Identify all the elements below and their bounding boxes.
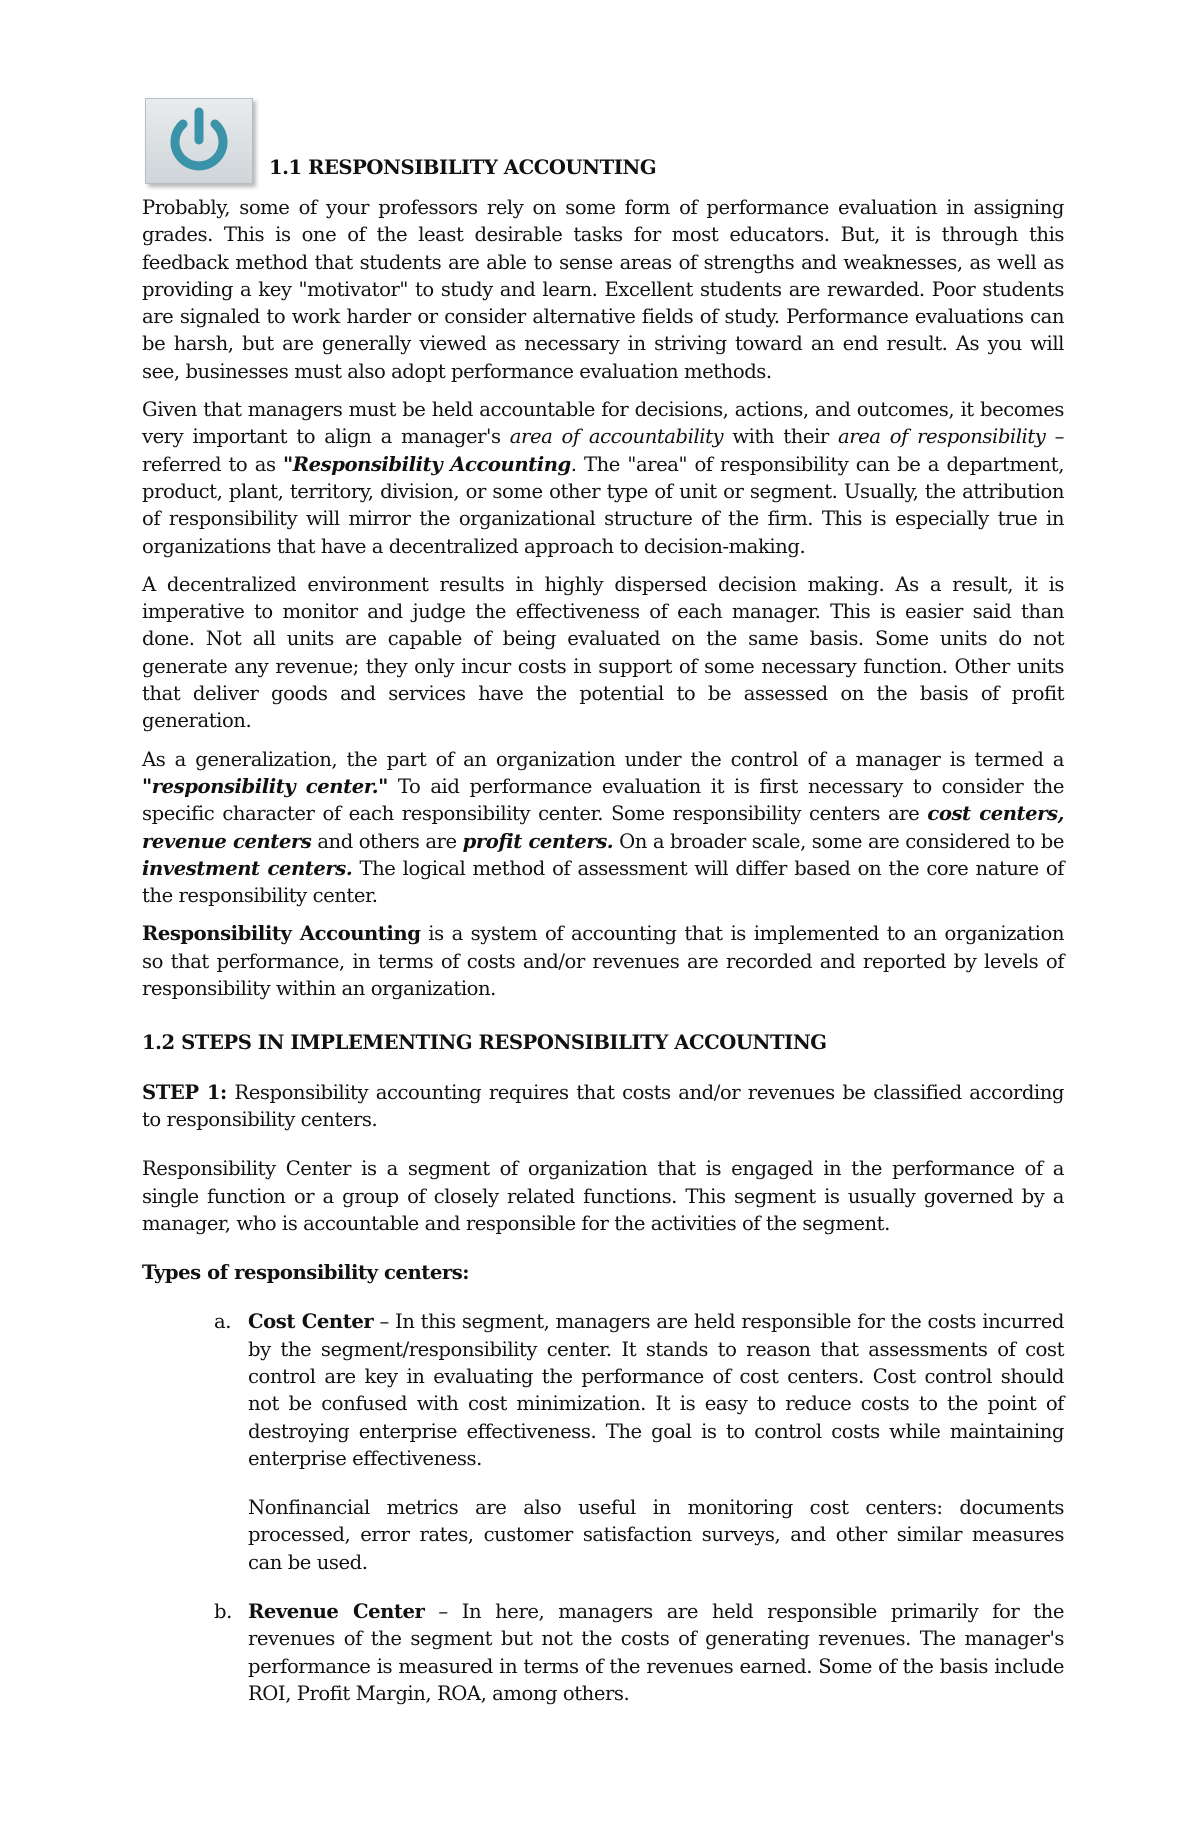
p4-term-profit-centers: profit centers. (462, 829, 614, 853)
paragraph-1: Probably, some of your professors rely on some form of performance evaluation in assigning grades. This is one of the least desirable tasks for most educators. But, it is through this feedback method that students are able to sense areas of strengths and weaknesses, as well as providing a key "motivator" to study and learn. Excellent students are rewarded. Poor students are signaled to work harder or consider alternative fields of study. Performance evaluations can be harsh, but are generally viewed as necessary in striving toward an end result. As you will see, businesses must also adopt performance evaluation methods. (142, 196, 1064, 383)
cost-center-text: – In this segment, managers are held responsible for the costs incurred by the segment/responsibility center. It stands to reason that assessments of cost control are key in evaluating the performance of cost centers. Cost control should not be confused with cost minimization. It is easy to reduce costs to the point of destroying enterprise effectiveness. The goal is to control costs while maintaining enterprise effectiveness. (248, 1310, 1065, 1470)
p2-italic-accountability: area of accountability (509, 425, 724, 449)
types-list (214, 1308, 1065, 1707)
list-item-cost-center (214, 1308, 1065, 1576)
revenue-center-term: Revenue Center (248, 1600, 425, 1624)
paragraph-5 (142, 920, 1064, 1002)
p4-text-k: The logical method of assessment will differ based on the core nature of the responsibility center. (142, 856, 1064, 908)
p2-text-a: Given that managers must be held accountable for decisions, actions, and outcomes, it becomes very important to align a manager's (142, 398, 1064, 449)
p4-term-responsibility-center: "responsibility center." (142, 774, 388, 798)
p2-italic-responsibility: area of responsibility (838, 425, 1046, 449)
revenue-center-paragraph (248, 1598, 1064, 1707)
cost-center-nonfinancial-paragraph: Nonfinancial metrics are also useful in monitoring cost centers: documents processed, error rates, customer satisfaction surveys, and other similar measures can be used. (248, 1496, 1064, 1574)
responsibility-center-definition: Responsibility Center is a segment of organization that is engaged in the performance of a single function or a group of closely related functions. This segment is usually governed by a manager, who is accountable and responsible for the activities of the segment. (142, 1157, 1064, 1235)
cost-center-term: Cost Center (248, 1310, 374, 1334)
p5-text-b: is a system of accounting that is implemented to an organization so that performance, in terms of costs and/or revenues are recorded and reported by levels of responsibility within an organization. (142, 922, 1064, 1001)
p2-text-e: – referred to as (142, 425, 1064, 476)
list-item-letter: b. (214, 1600, 232, 1624)
list-item-revenue-center (214, 1598, 1064, 1707)
section-heading-2: 1.2 STEPS IN IMPLEMENTING RESPONSIBILITY ACCOUNTING (142, 1031, 827, 1055)
paragraph-3: A decentralized environment results in highly dispersed decision making. As a result, it is imperative to monitor and judge the effectiveness of each manager. This is easier said than done. Not all units are capable of being evaluated on the same basis. Some units do not generate any revenue; they only incur costs in support of some necessary function. Other units that deliver goods and services have the potential to be assessed on the basis of profit generation. (142, 572, 1064, 733)
p4-term-cost-centers: cost centers, (927, 802, 1064, 826)
p2-text-g: . The "area" of responsibility can be a department, product, plant, territory, division, or some other type of unit or segment. Usually, the attribution of responsibility will mirror the organizational structure of the firm. This is especially true in organizations that have a decentralized approach to decision-making. (142, 452, 1064, 558)
p4-text-a: As a generalization, the part of an organization under the control of a manager is termed a (142, 747, 1064, 771)
p2-text-c: with their (723, 425, 839, 449)
step-1 (142, 1079, 1064, 1134)
p4-text-i: On a broader scale, some are considered to be (613, 829, 1065, 853)
p4-text-g: and others are (311, 829, 463, 853)
paragraph-4 (142, 746, 1064, 910)
document-body (142, 100, 1064, 1729)
p4-text-c: To aid performance evaluation it is first necessary to consider the specific character of each responsibility center. Some responsibility centers are (142, 774, 1064, 826)
section-heading-1: 1.1 RESPONSIBILITY ACCOUNTING (269, 156, 657, 179)
paragraph-2 (142, 396, 1064, 560)
p4-term-revenue-centers: revenue centers (142, 829, 312, 853)
revenue-center-text: – In here, managers are held responsible primarily for the revenues of the segment but not the costs of generating revenues. The manager's performance is measured in terms of the revenues earned. Some of the basis include ROI, Profit Margin, ROA, among others. (248, 1600, 1064, 1705)
list-item-letter: a. (214, 1310, 232, 1334)
p5-term-responsibility-accounting: Responsibility Accounting (142, 922, 421, 946)
types-heading: Types of responsibility centers: (142, 1261, 470, 1285)
step-1-label: STEP 1: (142, 1080, 227, 1104)
cost-center-paragraph (248, 1308, 1064, 1472)
step-1-text: Responsibility accounting requires that costs and/or revenues be classified according to responsibility centers. (142, 1080, 1064, 1131)
p4-term-investment-centers: investment centers. (142, 856, 353, 880)
p2-term-responsibility-accounting: "Responsibility Accounting (283, 452, 571, 476)
